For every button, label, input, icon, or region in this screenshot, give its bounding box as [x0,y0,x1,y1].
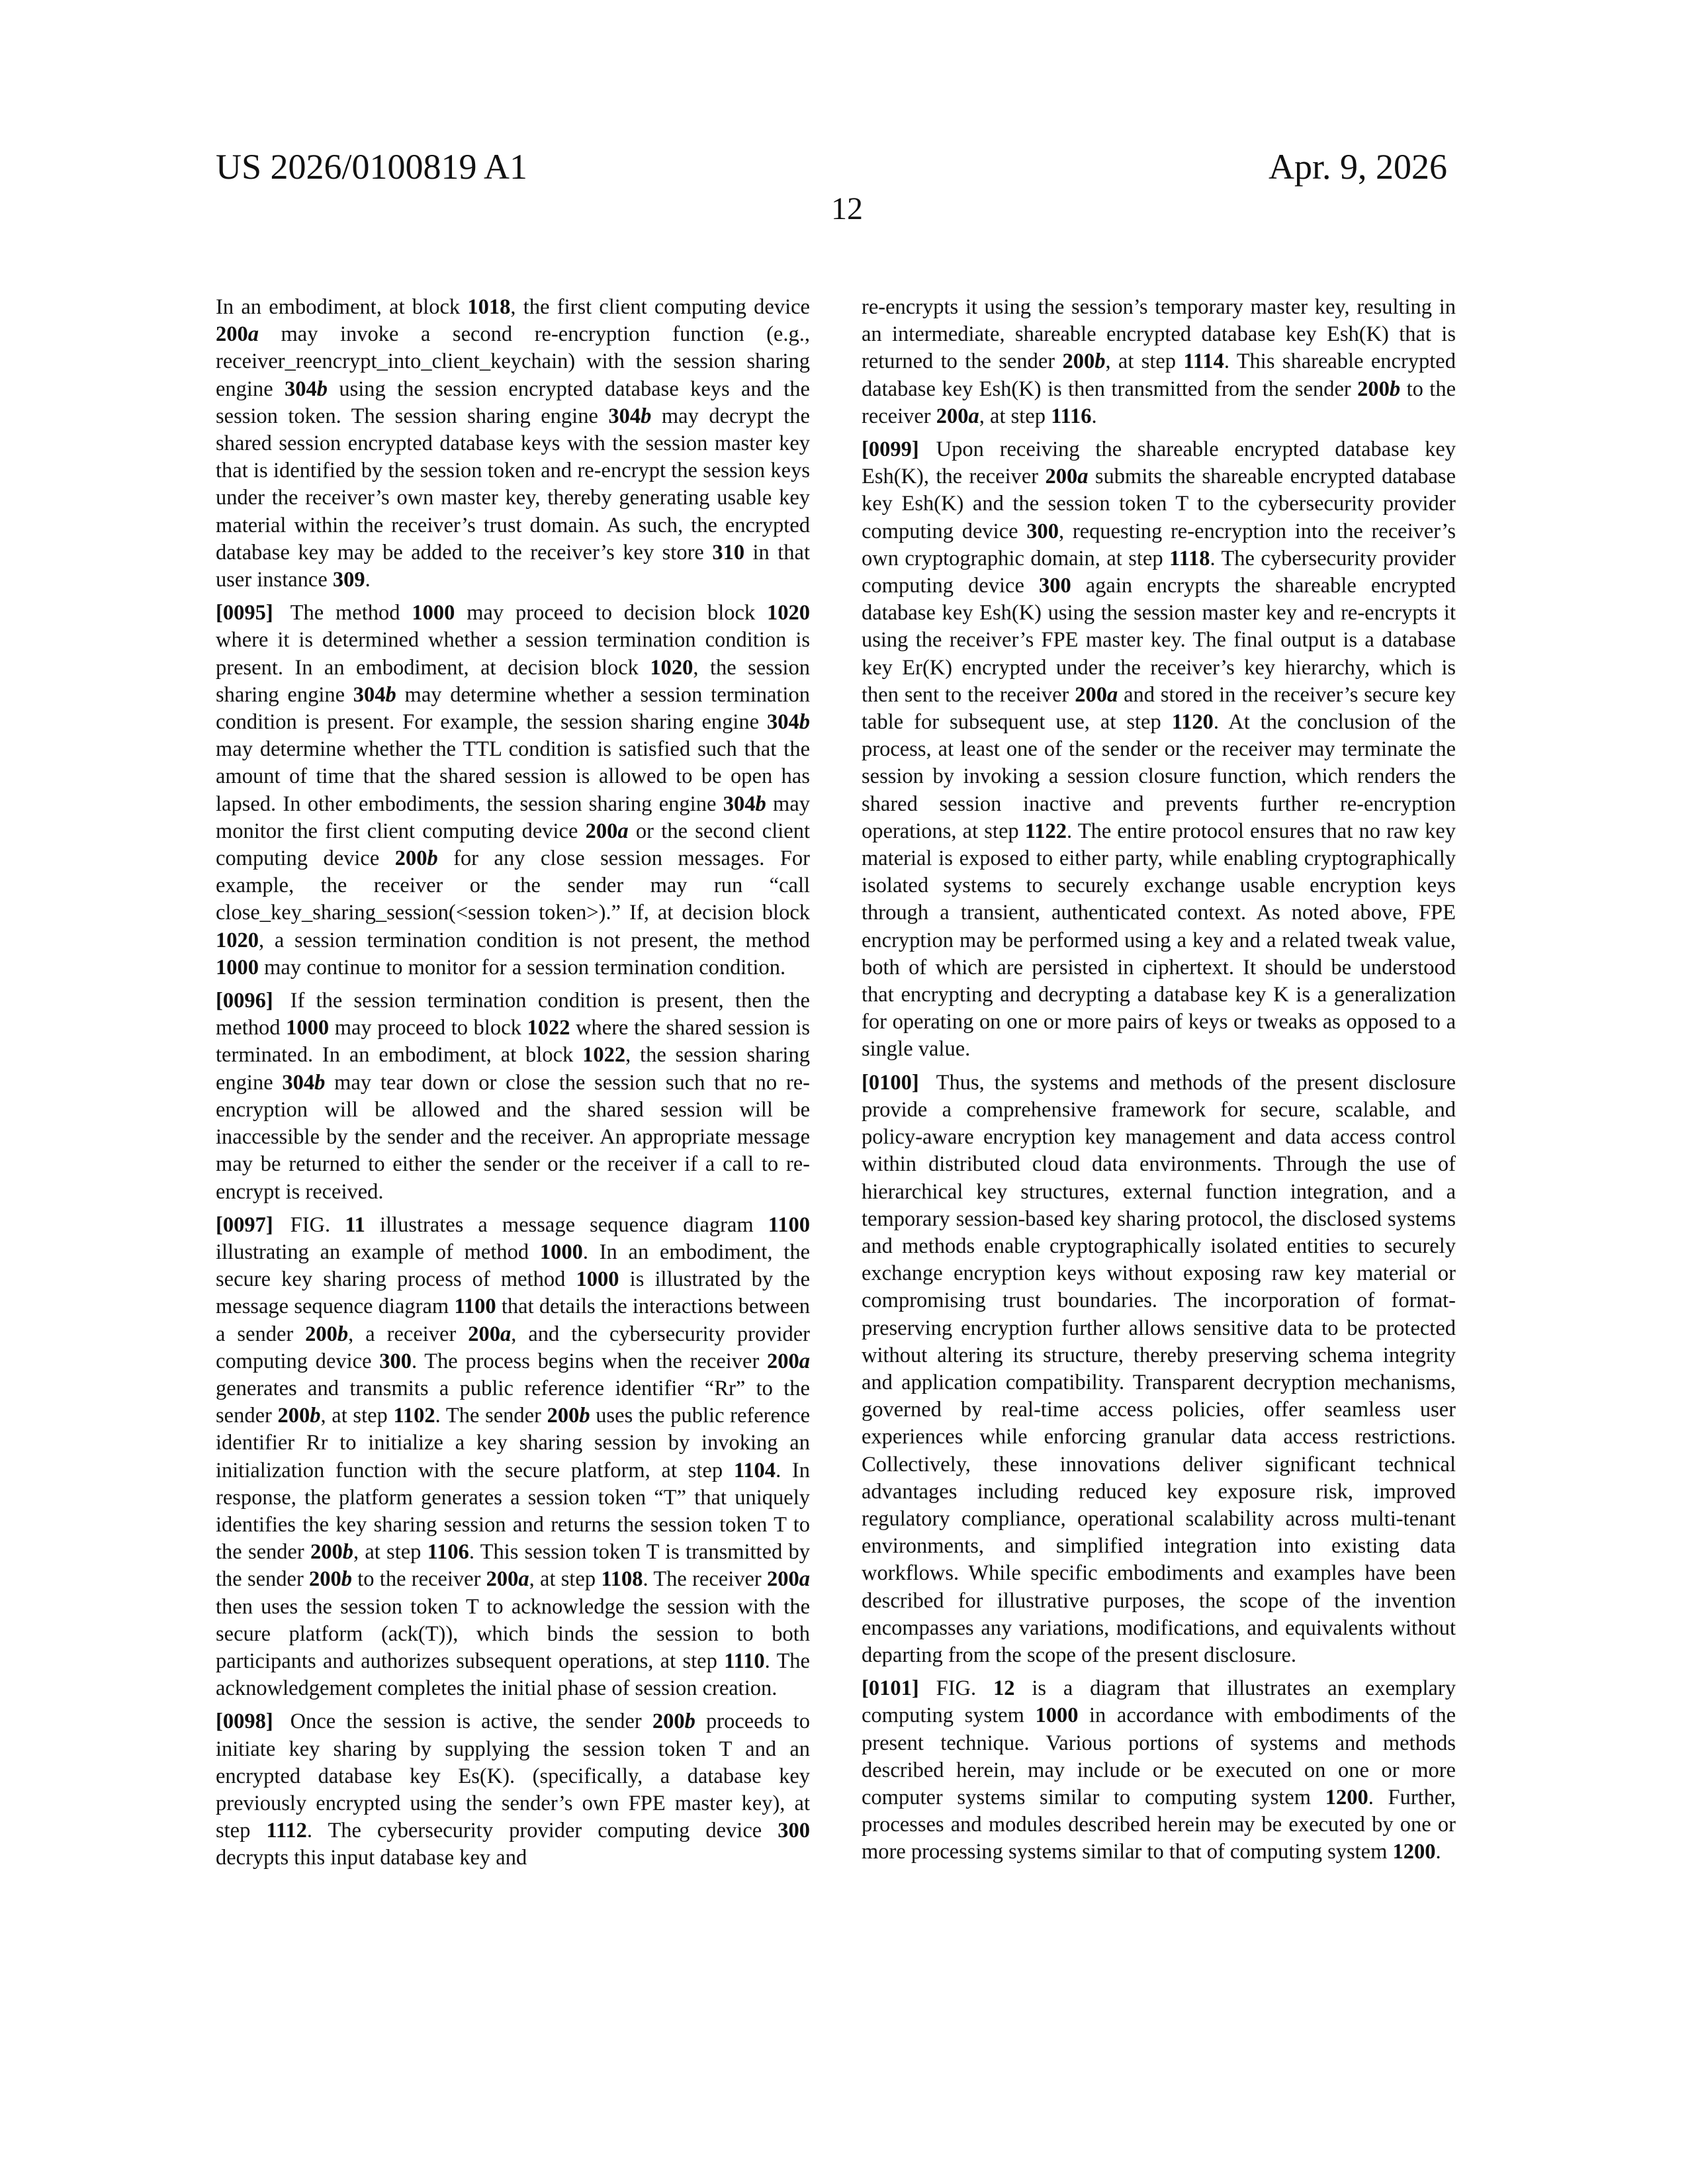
paragraph-number: [0098] [216,1709,273,1734]
paragraph-text: re-encrypts it using the session’s temporary master key, resulting in an intermediate, shareable encrypted database key Esh(K) that is returned to the sender 200b, at step 1114. This shareable encrypted database key Esh(K) is then transmitted from the sender 200b to the receiver 200a, at step 1116. [862,295,1456,428]
paragraph [862,294,1456,430]
paragraph-number: [0101] [862,1676,919,1701]
paragraph-text: FIG. 12 is a diagram that illustrates an exemplary computing system 1000 in accordance with embodiments of the present technique. Various portions of systems and methods described herein, may include or be executed on one or more computer systems similar to computing system 1200. Further, processes and modules described herein may be executed by one or more processing systems similar to that of computing system 1200. [862,1676,1456,1864]
right-column [862,294,1456,1872]
paragraph [862,1069,1456,1669]
paragraph [216,1708,810,1872]
paragraph-number: [0095] [216,601,273,625]
paragraph-text: Thus, the systems and methods of the present disclosure provide a comprehensive framework for secure, scalable, and policy-aware encryption key management and data access control within distributed cloud data environments. Through the use of hierarchical key structures, external function integration, and a temporary session-based key sharing protocol, the disclosed systems and methods enable cryptographically isolated entities to securely exchange encryption keys without exposing raw key material or compromising trust boundaries. The incorporation of format-preserving encryption further allows sensitive data to be protected without altering its structure, thereby preserving schema integrity and application compatibility. Transparent decryption mechanisms, governed by real-time access policies, offer seamless user experiences while enforcing granular data access restrictions. Collectively, these innovations deliver significant technical advantages including reduced key exposure risk, improved regulatory compliance, operational scalability across multi-tenant environments, and simplified integration into existing data workflows. While specific embodiments and examples have been described for illustrative purposes, the scope of the invention encompasses any variations, modifications, and equivalents without departing from the scope of the present disclosure. [862,1070,1456,1667]
paragraph-text: If the session termination condition is present, then the method 1000 may proceed to block 1022 where the shared session is terminated. In an embodiment, at block 1022, the session sharing engine 304b may tear down or close the session such that no re-encryption will be allowed and the shared session will be inaccessible by the sender and the receiver. An appropriate message may be returned to either the sender or the receiver if a call to re-encrypt is received. [216,989,811,1204]
paragraph-text: In an embodiment, at block 1018, the first client computing device 200a may invoke a second re-encryption function (e.g., receiver_reencrypt_into_client_keychain) with the session sharing engine 304b using the session encrypted database keys and the session token. The session sharing engine 304b may decrypt the shared session encrypted database keys with the session master key that is identified by the session token and re-encrypt the session keys under the receiver’s own master key, thereby generating usable key material within the receiver’s trust domain. As such, the encrypted database key may be added to the receiver’s key store 310 in that user instance 309. [216,295,811,592]
paragraph [862,436,1456,1064]
paragraph-number: [0099] [862,437,919,462]
paragraph-text: The method 1000 may proceed to decision block 1020 where it is determined whether a session termination condition is present. In an embodiment, at decision block 1020, the session sharing engine 304b may determine whether a session termination condition is present. For example, the session sharing engine 304b may determine whether the TTL condition is satisfied such that the amount of time that the shared session is allowed to be open has lapsed. In other embodiments, the session sharing engine 304b may monitor the first client computing device 200a or the second client computing device 200b for any close session messages. For example, the receiver or the sender may run “call close_key_sharing_session(<session token>).” If, at decision block 1020, a session termination condition is not present, the method 1000 may continue to monitor for a session termination condition. [216,601,811,979]
paragraph [216,600,810,981]
paragraph-number: [0097] [216,1212,273,1237]
paragraph-number: [0096] [216,989,273,1013]
paragraph-number: [0100] [862,1070,919,1095]
publication-number: US 2026/0100819 A1 [216,147,528,187]
paragraph-text: Once the session is active, the sender 200b proceeds to initiate key sharing by supplying the session token T and an encrypted database key Es(K). (specifically, a database key previously encrypted using the sender’s own FPE master key), at step 1112. The cybersecurity provider computing device 300 decrypts this input database key and [216,1709,810,1870]
page-number: 12 [831,191,863,226]
left-column [216,294,810,1878]
publication-date: Apr. 9, 2026 [1269,147,1447,187]
paragraph-text: Upon receiving the shareable encrypted database key Esh(K), the receiver 200a submits the shareable encrypted database key Esh(K) and the session token T to the cybersecurity provider computing device 300, requesting re-encryption into the receiver’s own cryptographic domain, at step 1118. The cybersecurity provider computing device 300 again encrypts the shareable encrypted database key Esh(K) using the session master key and re-encrypts it using the receiver’s FPE master key. The final output is a database key Er(K) encrypted under the receiver’s key hierarchy, which is then sent to the receiver 200a and stored in the receiver’s secure key table for subsequent use, at step 1120. At the conclusion of the process, at least one of the sender or the receiver may terminate the session by invoking a session closure function, which renders the shared session inactive and prevents further re-encryption operations, at step 1122. The entire protocol ensures that no raw key material is exposed to either party, while enabling cryptographically isolated systems to securely exchange usable encryption keys through a transient, authenticated context. As noted above, FPE encryption may be performed using a key and a related tweak value, both of which are persisted in ciphertext. It should be understood that encrypting and decrypting a database key K is a generalization for operating on one or more pairs of keys or tweaks as opposed to a single value. [862,437,1456,1062]
paragraph [862,1675,1456,1866]
paragraph [216,1212,810,1703]
paragraph [216,294,810,594]
paragraph-text: FIG. 11 illustrates a message sequence diagram 1100 illustrating an example of method 1000. In an embodiment, the secure key sharing process of method 1000 is illustrated by the message sequence diagram 1100 that details the interactions between a sender 200b, a receiver 200a, and the cybersecurity provider computing device 300. The process begins when the receiver 200a generates and transmits a public reference identifier “Rr” to the sender 200b, at step 1102. The sender 200b uses the public reference identifier Rr to initialize a key sharing session by invoking an initialization function with the secure platform, at step 1104. In response, the platform generates a session token “T” that uniquely identifies the key sharing session and returns the session token T to the sender 200b, at step 1106. This session token T is transmitted by the sender 200b to the receiver 200a, at step 1108. The receiver 200a then uses the session token T to acknowledge the session with the secure platform (ack(T)), which binds the session to both participants and authorizes subsequent operations, at step 1110. The acknowledgement completes the initial phase of session creation. [216,1212,811,1701]
paragraph [216,987,810,1206]
